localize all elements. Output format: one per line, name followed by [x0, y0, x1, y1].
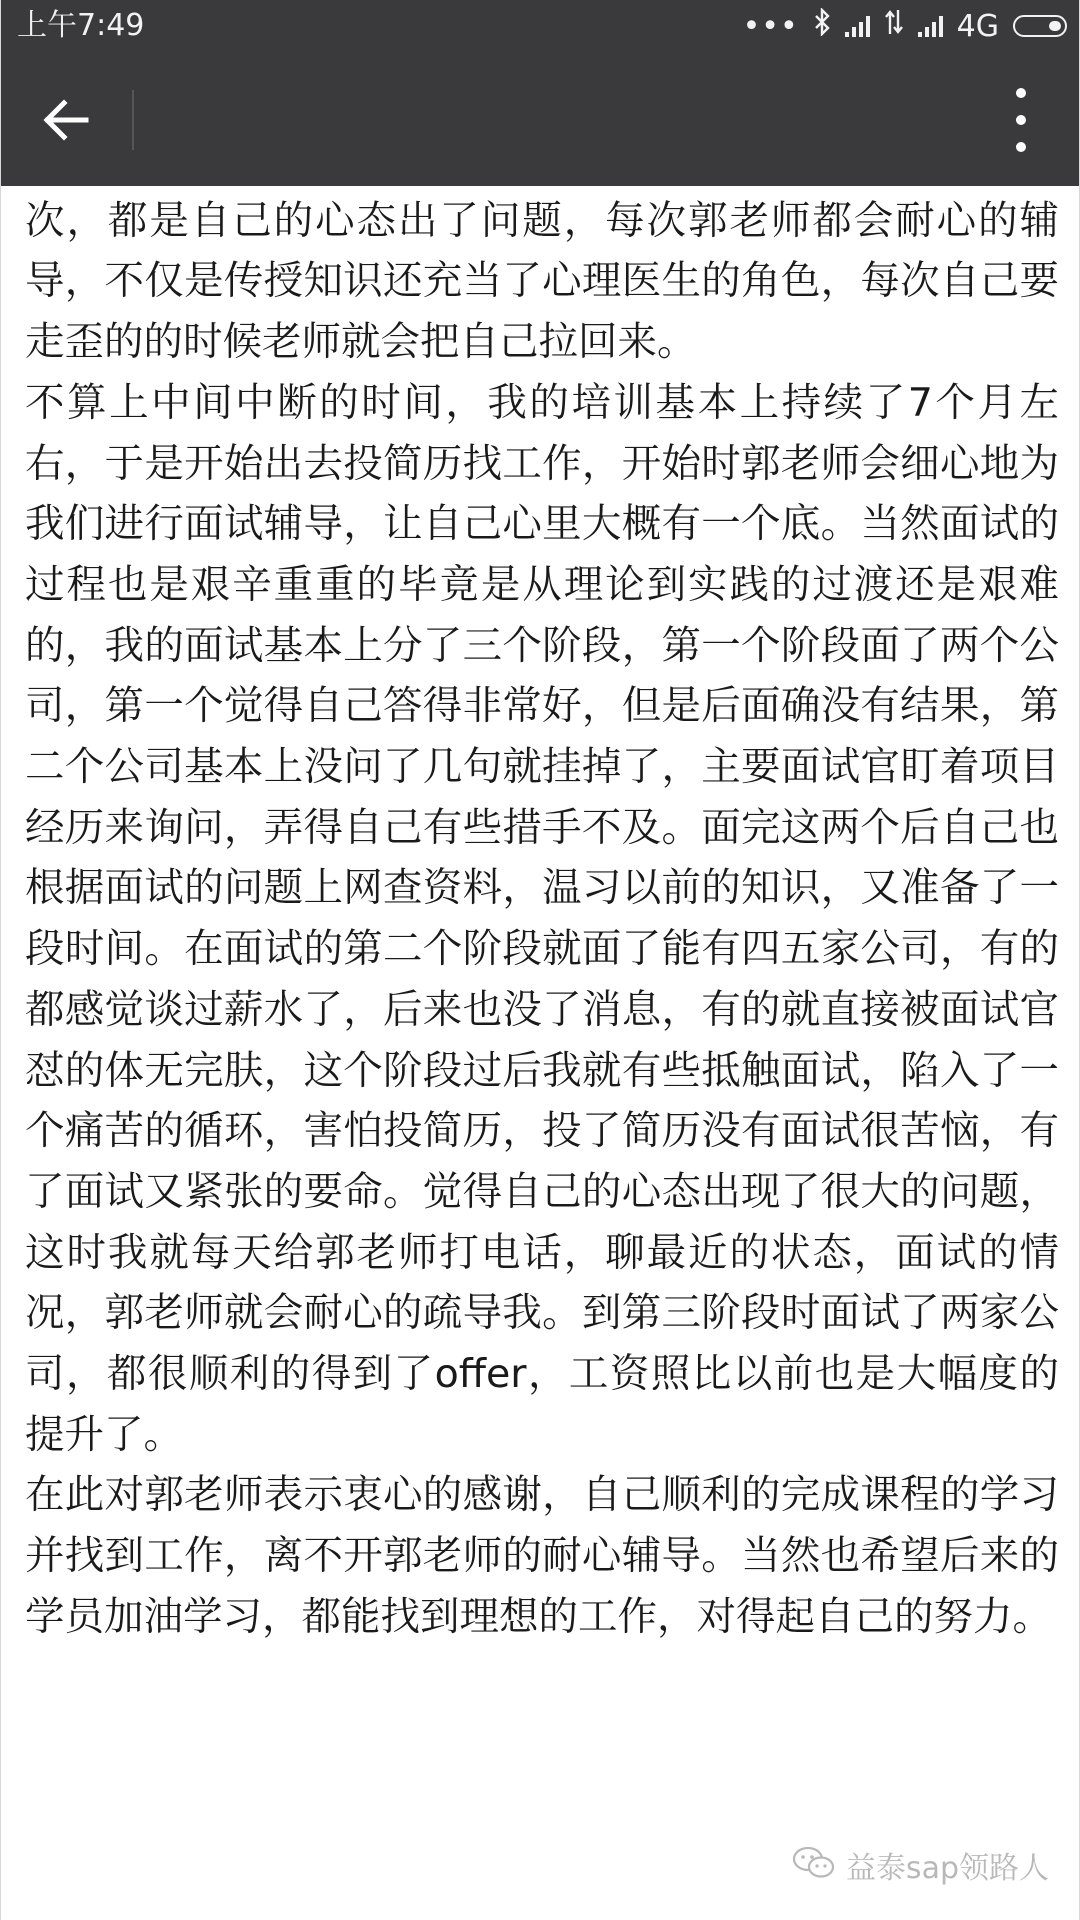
signal-icon-2	[918, 15, 943, 37]
network-type: 4G	[956, 8, 999, 44]
more-vertical-icon-dot	[1016, 142, 1026, 152]
data-transfer-icon	[884, 8, 904, 44]
wechat-icon	[792, 1845, 836, 1892]
more-vertical-icon	[1016, 88, 1026, 98]
more-vertical-icon-dot	[1016, 115, 1026, 125]
status-bar	[1, 0, 1080, 52]
app-bar	[1, 52, 1080, 186]
article-body	[25, 130, 1059, 1648]
article-paragraph-3: 在此对郭老师表示衷心的感谢，自己顺利的完成课程的学习并找到工作，离不开郭老师的耐心辅导。当然也希望后来的学员加油学习，都能找到理想的工作，对得起自己的努力。	[25, 1472, 1059, 1640]
bluetooth-icon	[813, 8, 831, 44]
more-options-button[interactable]	[991, 88, 1051, 152]
status-time: 上午7:49	[17, 8, 145, 43]
arrow-left-icon	[42, 98, 90, 142]
watermark	[792, 1845, 1049, 1892]
watermark-text: 益泰sap领路人	[845, 1850, 1049, 1886]
signal-icon	[845, 15, 870, 37]
notification-dots-icon: •••	[742, 8, 799, 44]
status-icons	[743, 8, 1067, 44]
back-button[interactable]	[31, 90, 101, 150]
article-paragraph-2: 不算上中间中断的时间，我的培训基本上持续了7个月左右，于是开始出去投简历找工作，开始时郭老师会细心地为我们进行面试辅导，让自己心里大概有一个底。当然面试的过程也是艰辛重重的毕竟是从理论到实践的过渡还是艰难的，我的面试基本上分了三个阶段，第一个阶段面了两个公司，第一个觉得自己答得非常好，但是后面确没有结果，第二个公司基本上没问了几句就挂掉了，主要面试官盯着项目经历来询问，弄得自己有些措手不及。面完这两个后自己也根据面试的问题上网查资料，温习以前的知识，又准备了一段时间。在面试的第二个阶段就面了能有四五家公司，有的都感觉谈过薪水了，后来也没了消息，有的就直接被面试官怼的体无完肤，这个阶段过后我就有些抵触面试，陷入了一个痛苦的循环，害怕投简历，投了简历没有面试很苦恼，有了面试又紧张的要命。觉得自己的心态出现了很大的问题，这时我就每天给郭老师打电话，聊最近的状态，面试的情况，郭老师就会耐心的疏导我。到第三阶段时面试了两家公司，都很顺利的得到了offer，工资照比以前也是大幅度的提升了。	[25, 379, 1059, 1458]
article-paragraph-1: 次，都是自己的心态出了问题，每次郭老师都会耐心的辅导，不仅是传授知识还充当了心理医生的角色，每次自己要走歪的的时候老师就会把自己拉回来。	[25, 197, 1059, 366]
appbar-divider	[132, 90, 134, 150]
battery-icon	[1013, 15, 1067, 37]
